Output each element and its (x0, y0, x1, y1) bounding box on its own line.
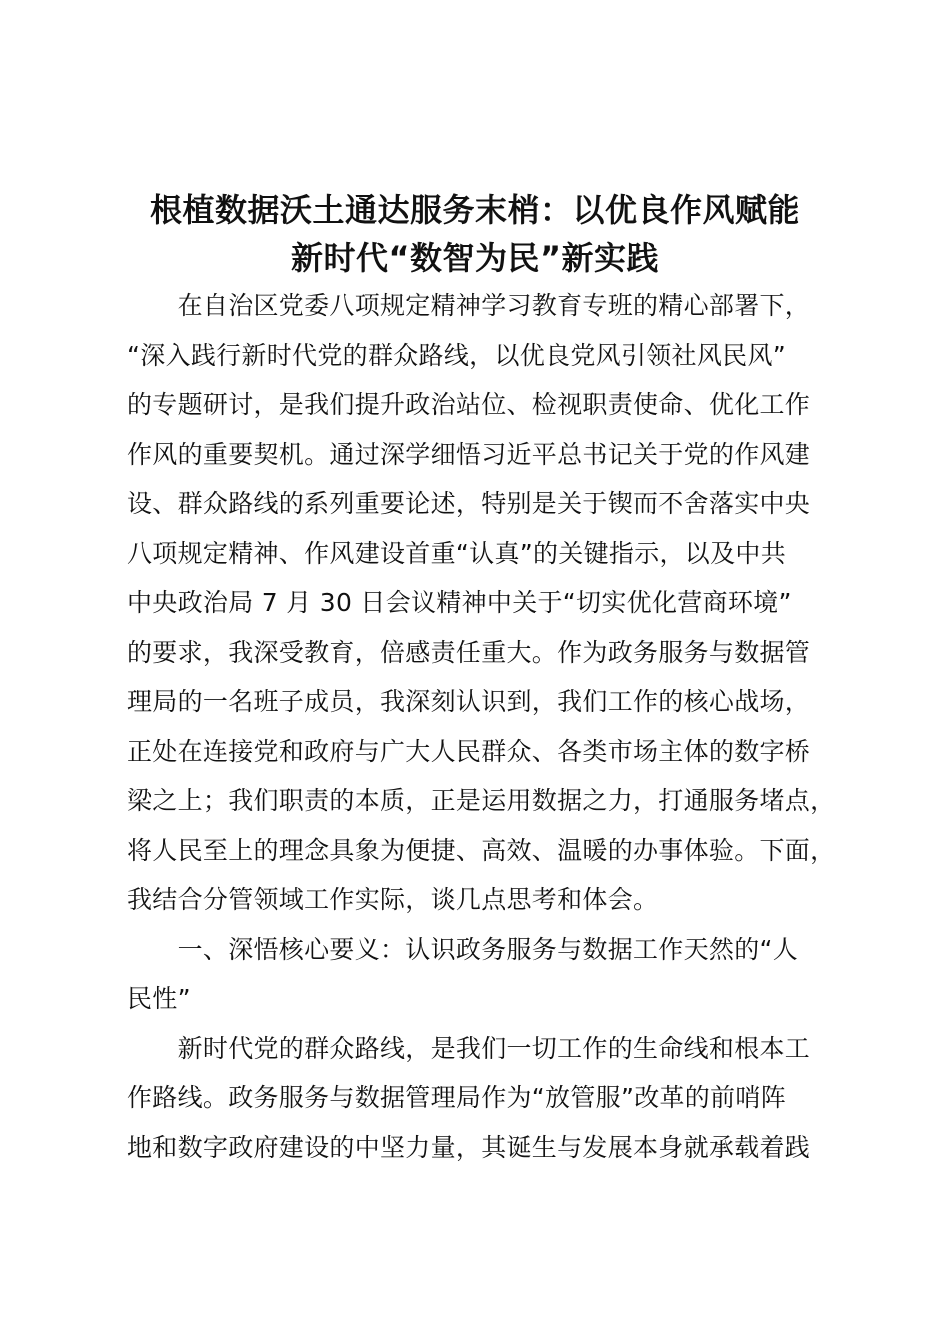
body-line: 我结合分管领域工作实际，谈几点思考和体会。 (127, 885, 659, 914)
section-heading-line: 一、深悟核心要义：认识政务服务与数据工作天然的“人 (127, 935, 799, 964)
body-line: 理局的一名班子成员，我深刻认识到，我们工作的核心战场， (127, 687, 811, 716)
body-line: 正处在连接党和政府与广大人民群众、各类市场主体的数字桥 (127, 737, 811, 766)
body-line: 的要求，我深受教育，倍感责任重大。作为政务服务与数据管 (127, 638, 811, 667)
body-line: 在自治区党委八项规定精神学习教育专班的精心部署下， (127, 291, 811, 320)
body-line: 八项规定精神、作风建设首重“认真”的关键指示，以及中共 (127, 539, 787, 568)
body-line: 中央政治局 7 月 30 日会议精神中关于“切实优化营商环境” (127, 588, 792, 617)
body-line: 作风的重要契机。通过深学细悟习近平总书记关于党的作风建 (127, 440, 811, 469)
body-line: 地和数字政府建设的中坚力量，其诞生与发展本身就承载着践 (127, 1133, 811, 1162)
section-heading-line: 民性” (127, 984, 191, 1013)
document-title-line-2: 新时代“数智为民”新实践 (290, 239, 660, 277)
document-title-line-1: 根植数据沃土通达服务末梢：以优良作风赋能 (149, 191, 800, 229)
body-line: 新时代党的群众路线，是我们一切工作的生命线和根本工 (127, 1034, 811, 1063)
body-line: 设、群众路线的系列重要论述，特别是关于锲而不舍落实中央 (127, 489, 811, 518)
body-line: 梁之上；我们职责的本质，正是运用数据之力，打通服务堵点， (127, 786, 836, 815)
body-line: 将人民至上的理念具象为便捷、高效、温暖的办事体验。下面， (127, 836, 836, 865)
body-line: “深入践行新时代党的群众路线，以优良党风引领社风民风” (127, 341, 787, 370)
body-line: 作路线。政务服务与数据管理局作为“放管服”改革的前哨阵 (127, 1083, 787, 1112)
body-line: 的专题研讨，是我们提升政治站位、检视职责使命、优化工作 (127, 390, 811, 419)
